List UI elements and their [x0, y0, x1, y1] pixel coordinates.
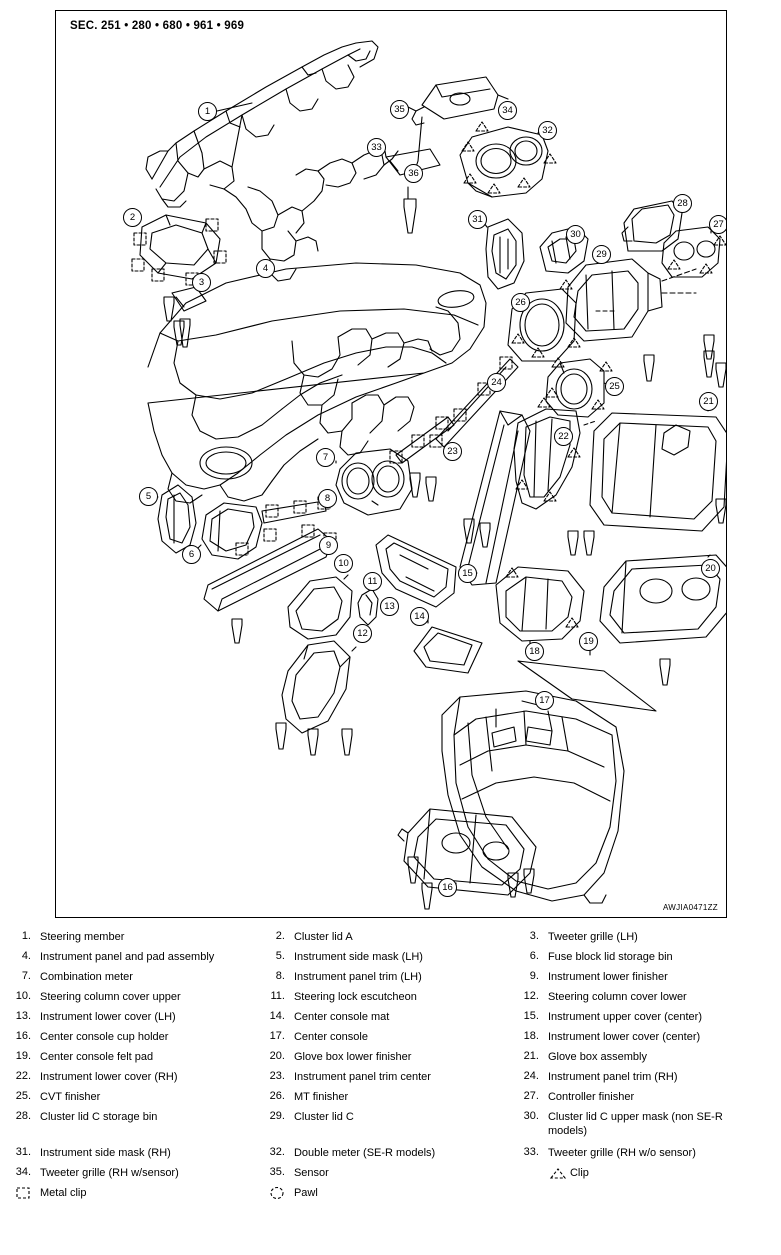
legend-number: 33.: [523, 1146, 539, 1158]
part-fuse-block-lid-storage-bin: [202, 503, 262, 559]
legend-label: Double meter (SE-R models): [293, 1147, 436, 1159]
legend-item-20: [264, 1050, 518, 1064]
part-steering-column-cover-upper: [288, 577, 352, 639]
callout-27: 27: [709, 215, 727, 234]
callout-2: 2: [123, 208, 142, 227]
callout-17: 17: [535, 691, 554, 710]
callout-20: 20: [701, 559, 720, 578]
legend-number: 21.: [523, 1050, 539, 1062]
legend-number: 12.: [523, 990, 539, 1002]
legend-number: 34.: [15, 1166, 31, 1178]
legend-label: Glove box lower finisher: [293, 1051, 412, 1063]
callout-26: 26: [511, 293, 530, 312]
part-center-console-mat: [414, 627, 482, 673]
callout-4: 4: [256, 259, 275, 278]
legend-item-18: [518, 1030, 772, 1044]
legend-label: Tweeter grille (RH w/sensor): [40, 1167, 179, 1179]
part-cluster-lid-c-storage-bin: [622, 201, 682, 251]
callout-8: 8: [318, 489, 337, 508]
screw-misc-8: [480, 523, 490, 547]
part-instrument-panel-trim-rh: [436, 359, 518, 447]
legend-item-19: [10, 1050, 264, 1064]
screw-misc-1: [164, 297, 174, 321]
legend-number: 5.: [275, 950, 285, 962]
legend-label: Cluster lid C upper mask (non SE-R models): [547, 1111, 723, 1137]
legend-label: Fuse block lid storage bin: [547, 951, 673, 963]
part-instrument-lower-cover-center: [496, 567, 584, 641]
legend-item-27: [518, 1090, 772, 1104]
legend-item-32: [264, 1146, 518, 1160]
legend-number: 17.: [269, 1030, 285, 1042]
callout-31: 31: [468, 210, 487, 229]
screw-9: [232, 619, 242, 643]
legend-item-35: [264, 1166, 518, 1180]
callout-7: 7: [316, 448, 335, 467]
legend-row: [10, 970, 772, 984]
part-glove-box-assembly: [590, 413, 727, 531]
legend-label: Tweeter grille (RH w/o sensor): [547, 1147, 696, 1159]
callout-18: 18: [525, 642, 544, 661]
screw-misc-11: [704, 335, 714, 359]
legend-number: 26.: [269, 1090, 285, 1102]
part-steering-column-cover-lower: [282, 641, 350, 733]
legend-label: Tweeter grille (LH): [547, 931, 638, 943]
callout-36: 36: [404, 164, 423, 183]
screw-16d: [524, 869, 534, 893]
callout-14: 14: [410, 607, 429, 626]
callout-23: 23: [443, 442, 462, 461]
legend-item-28: [10, 1110, 264, 1138]
legend-item-31: [10, 1146, 264, 1160]
legend-label: Cluster lid C storage bin: [40, 1111, 158, 1123]
legend-item-30: [518, 1110, 772, 1138]
clip-triangle-icon: [548, 1166, 570, 1180]
screw-12a: [276, 723, 286, 749]
callout-5: 5: [139, 487, 158, 506]
legend-number: 32.: [269, 1146, 285, 1158]
metal-clip-legend: [10, 1186, 264, 1200]
legend-number: 20.: [269, 1050, 285, 1062]
part-center-console-cup-holder: [398, 809, 536, 895]
legend-label: CVT finisher: [40, 1091, 101, 1103]
legend-number: 28.: [15, 1110, 31, 1122]
part-steering-lock-escutcheon: [358, 589, 378, 625]
part-instrument-panel-assembly: [148, 263, 486, 503]
legend-number: 25.: [15, 1090, 31, 1102]
callout-24: 24: [487, 373, 506, 392]
part-instrument-side-mask-lh: [158, 485, 196, 553]
figure-frame: [55, 10, 727, 918]
legend-item-9: [518, 970, 772, 984]
legend-item-29: [264, 1110, 518, 1138]
legend-row: [10, 1070, 772, 1084]
legend-number: 6.: [529, 950, 539, 962]
part-double-meter: [460, 127, 548, 197]
legend-label: Controller finisher: [547, 1091, 635, 1103]
screw-misc-4: [426, 477, 436, 501]
legend-label: Instrument panel trim center: [293, 1071, 431, 1083]
screw-29b: [644, 355, 654, 381]
callout-32: 32: [538, 121, 557, 140]
part-steering-member: [146, 41, 398, 281]
legend-number: 24.: [523, 1070, 539, 1082]
pawl-icon: [264, 1186, 294, 1200]
legend-row: [10, 950, 772, 964]
legend-number: 14.: [269, 1010, 285, 1022]
legend-item-13: [10, 1010, 264, 1024]
legend-row: [10, 930, 772, 944]
legend-item-34: [10, 1166, 264, 1180]
legend-symbol-row: [10, 1186, 772, 1200]
legend-row: [10, 990, 772, 1004]
legend-item-17: [264, 1030, 518, 1044]
callout-29: 29: [592, 245, 611, 264]
legend-label: Steering column cover lower: [547, 991, 687, 1003]
legend-label: Instrument panel and pad assembly: [40, 951, 215, 963]
pawl-label: Pawl: [293, 1187, 318, 1199]
callout-19: 19: [579, 632, 598, 651]
legend-label: Steering column cover upper: [40, 991, 181, 1003]
legend-label: Cluster lid C: [293, 1111, 354, 1123]
legend-number: 22.: [15, 1070, 31, 1082]
bolt-upper: [404, 199, 416, 233]
legend-label: [548, 1166, 764, 1180]
legend-row: [10, 1166, 772, 1180]
legend-number: 19.: [15, 1050, 31, 1062]
part-center-console: [442, 691, 624, 903]
legend-item-1: [10, 930, 264, 944]
part-instrument-side-mask-rh: [486, 219, 524, 289]
legend-label: Instrument lower cover (RH): [40, 1071, 178, 1083]
legend-number: 31.: [15, 1146, 31, 1158]
callout-35: 35: [390, 100, 409, 119]
callout-6: 6: [182, 545, 201, 564]
screw-29a: [704, 351, 714, 377]
legend-item-22: [10, 1070, 264, 1084]
legend-item-11: [264, 990, 518, 1004]
metal-clip-icon: [10, 1186, 40, 1200]
callout-33: 33: [367, 138, 386, 157]
legend-label: Instrument upper cover (center): [547, 1011, 703, 1023]
legend-number: 16.: [15, 1030, 31, 1042]
legend-label: Instrument panel trim (LH): [293, 971, 422, 983]
legend-item-3: [518, 930, 772, 944]
legend-label: Center console cup holder: [40, 1031, 169, 1043]
legend-item-23: [264, 1070, 518, 1084]
legend-row: [10, 1050, 772, 1064]
legend-item-6: [518, 950, 772, 964]
legend-label: Instrument side mask (RH): [40, 1147, 171, 1159]
part-cluster-lid-c: [566, 259, 662, 341]
legend-item-15: [518, 1010, 772, 1024]
legend-number: 30.: [523, 1110, 539, 1122]
screw-misc-5: [568, 531, 578, 555]
legend-item-10: [10, 990, 264, 1004]
figure-code: AWJIA0471ZZ: [662, 903, 718, 912]
legend-number: 13.: [15, 1010, 31, 1022]
callout-25: 25: [605, 377, 624, 396]
callout-34: 34: [498, 101, 517, 120]
legend-item-8: [264, 970, 518, 984]
legend-row: [10, 1090, 772, 1104]
legend-number: 8.: [275, 970, 285, 982]
legend-item-12: [518, 990, 772, 1004]
callout-30: 30: [566, 225, 585, 244]
section-title: SEC. 251 • 280 • 680 • 961 • 969: [70, 20, 245, 32]
legend-item-4: [10, 950, 264, 964]
legend-number: 9.: [529, 970, 539, 982]
screw-misc-3: [410, 473, 420, 497]
part-instrument-upper-cover-center: [460, 411, 530, 585]
callout-9: 9: [319, 536, 338, 555]
legend-label: Instrument lower cover (center): [547, 1031, 701, 1043]
parts-legend: [10, 930, 772, 1206]
legend-label: Sensor: [293, 1167, 329, 1179]
legend-item-5: [264, 950, 518, 964]
callout-22: 22: [554, 427, 573, 446]
legend-item-36: [518, 1166, 772, 1180]
legend-label: Cluster lid A: [293, 931, 353, 943]
callout-11: 11: [363, 572, 382, 591]
legend-item-21: [518, 1050, 772, 1064]
legend-label: Center console mat: [293, 1011, 390, 1023]
legend-row: [10, 1010, 772, 1024]
legend-number: 11.: [270, 990, 285, 1002]
legend-number: 3.: [529, 930, 539, 942]
legend-number: 10.: [15, 990, 31, 1002]
legend-label: Steering lock escutcheon: [293, 991, 417, 1003]
legend-number: 18.: [523, 1030, 539, 1042]
legend-row: [10, 1030, 772, 1044]
callout-16: 16: [438, 878, 457, 897]
legend-label: Glove box assembly: [547, 1051, 647, 1063]
callout-3: 3: [192, 273, 211, 292]
callout-1: 1: [198, 102, 217, 121]
legend-item-24: [518, 1070, 772, 1084]
metal-clip-label: Metal clip: [40, 1187, 87, 1199]
exploded-diagram-artwork: [56, 11, 727, 918]
legend-number: 7.: [21, 970, 31, 982]
legend-label: Steering member: [40, 931, 125, 943]
legend-number: [518, 1166, 548, 1180]
legend-item-26: [264, 1090, 518, 1104]
legend-number: 23.: [269, 1070, 285, 1082]
legend-row: [10, 1146, 772, 1160]
symbol-spacer: [518, 1186, 772, 1200]
legend-label: Center console felt pad: [40, 1051, 154, 1063]
clip-symbol-label: Clip: [569, 1167, 589, 1179]
callout-13: 13: [380, 597, 399, 616]
callout-12: 12: [353, 624, 372, 643]
callout-28: 28: [673, 194, 692, 213]
pawl-legend: [264, 1186, 518, 1200]
part-combination-meter: [336, 449, 412, 515]
legend-item-33: [518, 1146, 772, 1160]
screw-12b: [308, 729, 318, 755]
legend-item-14: [264, 1010, 518, 1024]
legend-item-2: [264, 930, 518, 944]
legend-number: 27.: [523, 1090, 539, 1102]
callout-15: 15: [458, 564, 477, 583]
legend-row: [10, 1110, 772, 1138]
legend-label: MT finisher: [293, 1091, 349, 1103]
legend-label: Instrument side mask (LH): [293, 951, 423, 963]
screw-misc-6: [584, 531, 594, 555]
legend-number: 35.: [269, 1166, 285, 1178]
legend-item-25: [10, 1090, 264, 1104]
legend-number: 2.: [275, 930, 285, 942]
legend-label: Center console: [293, 1031, 368, 1043]
legend-number: 29.: [269, 1110, 285, 1122]
screw-20: [660, 659, 670, 685]
legend-item-7: [10, 970, 264, 984]
screw-12c: [342, 729, 352, 755]
callout-21: 21: [699, 392, 718, 411]
callout-10: 10: [334, 554, 353, 573]
legend-number: 1.: [21, 930, 31, 942]
part-tweeter-grille-rh-wsensor: [402, 77, 498, 125]
part-cvt-finisher: [546, 359, 604, 417]
legend-label: Combination meter: [40, 971, 133, 983]
legend-number: 15.: [523, 1010, 539, 1022]
legend-label: Instrument lower cover (LH): [40, 1011, 176, 1023]
legend-item-16: [10, 1030, 264, 1044]
screw-21a: [716, 363, 726, 387]
legend-label: Instrument lower finisher: [547, 971, 668, 983]
legend-label: Instrument panel trim (RH): [547, 1071, 678, 1083]
legend-number: 4.: [21, 950, 31, 962]
